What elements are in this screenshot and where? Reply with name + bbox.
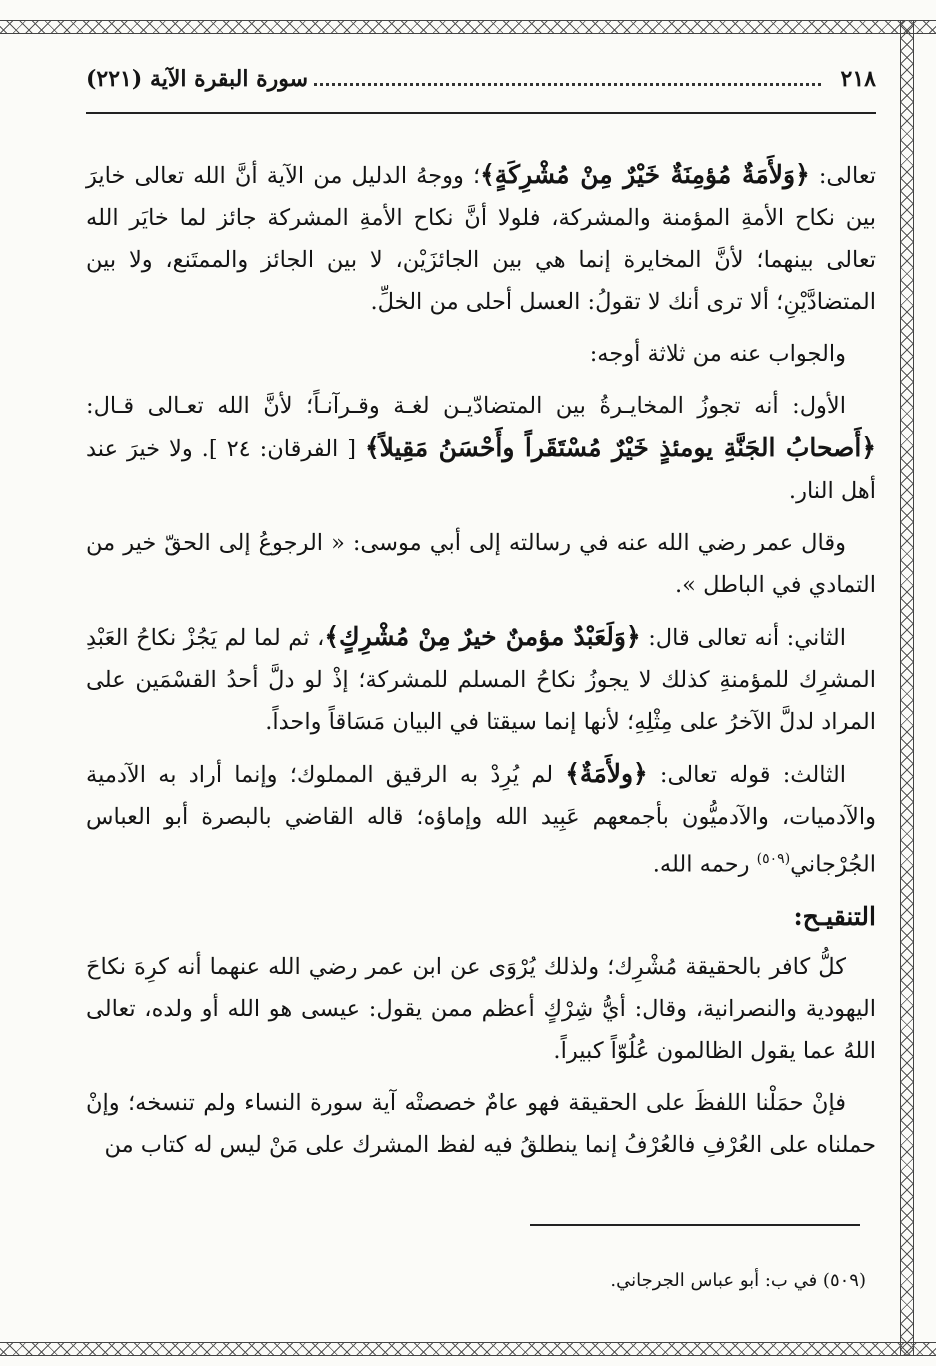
body-text (86, 154, 876, 1166)
section-title: التنقيـح: (793, 901, 876, 931)
footnote-divider (530, 1224, 860, 1226)
running-header (86, 66, 876, 114)
footnote (86, 1270, 866, 1291)
paragraph-text: تعالى: (809, 163, 876, 189)
ornamental-border-bottom (0, 1342, 936, 1356)
paragraph-text: لم يُرِدْ به الرقيق المملوك؛ وإنما أراد به الآدمية والآدميات، والآدميُّون بأجمعهم عَبِيد الله وإماؤه؛ قاله القاضي بالبصرة أبو العباس الجُرْجاني (86, 762, 876, 878)
quran-verse: ﴿أَصحابُ الجَنَّةِ يومئذٍ خَيْرٌ مُسْتَقَراً وأَحْسَنُ مَقِيلاً﴾ (364, 433, 877, 462)
header-title: سورة البقرة الآية (٢٢١) (86, 66, 309, 92)
paragraph-2: والجواب عنه من ثلاثة أوجه: (589, 341, 846, 367)
paragraph-7: كلُّ كافر بالحقيقة مُشْرِك؛ ولذلك يُرْوَى عن ابن عمر رضي الله عنهما أنه كرِهَ نكاحَ اليهودية والنصرانية، وقال: أيُّ شِرْكٍ أعظم ممن يقول: عيسى هو الله أو ولده، تعالى اللهُ عما يقول الظالمون عُلُوّاً كبيراً. (86, 953, 876, 1064)
paragraph-text: [ الفرقان: ٢٤ ]. ولا خيرَ عند أهل النار. (86, 436, 876, 504)
quran-verse: ﴿وَلأَمَةٌ مُؤمِنَةٌ خَيْرٌ مِنْ مُشْرِكَةٍ﴾ (480, 160, 810, 189)
paragraph-text: الثاني: أنه تعالى قال: (640, 625, 846, 651)
page-number: ٢١٨ (840, 66, 876, 92)
paragraph-4: وقال عمر رضي الله عنه في رسالته إلى أبي موسى: « الرجوعُ إلى الحقّ خير من التمادي في الباطل ». (86, 530, 876, 598)
paragraph-1 (86, 154, 876, 323)
paragraph-8: فإنْ حمَلْنا اللفظَ على الحقيقة فهو عامٌ خصصتْه آية سورة النساء ولم تنسخه؛ وإنْ حملناه على العُرْفِ فالعُرْفُ إنما ينطلقُ فيه لفظ المشرك على مَنْ ليس له كتاب من (86, 1089, 876, 1158)
paragraph-5 (86, 616, 876, 743)
paragraph-text: رحمه الله. (652, 851, 757, 878)
header-dot-leader (314, 83, 821, 86)
paragraph-text: الثالث: قوله تعالى: (647, 762, 847, 788)
footnote-reference: (٥٠٩) (756, 851, 791, 867)
paragraph-6 (86, 753, 876, 886)
paragraph-3 (86, 385, 876, 512)
footnote-number: (٥٠٩) (822, 1270, 866, 1291)
quran-verse: ﴿ولأَمَةٌ﴾ (565, 759, 648, 788)
page-content (86, 66, 876, 1176)
paragraph-text: ؛ ووجهُ الدليل من الآية أنَّ الله تعالى خايرَ بين نكاح الأمةِ المؤمنة والمشركة، فلولا أنَّ نكاح الأمةِ المشركة جائز لما خايَر الله تعالى بينهما؛ لأنَّ المخايرة إنما هي بين الجائزَيْن، لا بين الجائز والممتَنع، ولا بين المتضادَّيْنِ؛ ألا ترى أنك لا تقولُ: العسل أحلى من الخلِّ. (86, 163, 876, 315)
paragraph-text: ، ثم لما لم يَجُزْ نكاحُ العَبْدِ المشرِك للمؤمنةِ كذلك لا يجوزُ نكاحُ المسلم للمشركة؛ إذْ لو دلَّ أحدُ القسْمَين على المراد لدلَّ الآخرُ على مِثْلِهِ؛ لأنها إنما سيقتا في البيان مَسَاقاً واحداً. (86, 625, 876, 735)
ornamental-border-right (900, 20, 914, 1356)
ornamental-border-top (0, 20, 936, 34)
quran-verse: ﴿وَلَعَبْدٌ مؤمنٌ خيرٌ مِنْ مُشْرِكٍ﴾ (324, 622, 641, 651)
footnote-text: في ب: أبو عباس الجرجاني. (610, 1270, 818, 1291)
paragraph-text: الأول: أنه تجوزُ المخايـرةُ بين المتضادّيـن لغـة وقـرآنـاً؛ لأنَّ الله تعـالى قـال: (86, 393, 846, 419)
